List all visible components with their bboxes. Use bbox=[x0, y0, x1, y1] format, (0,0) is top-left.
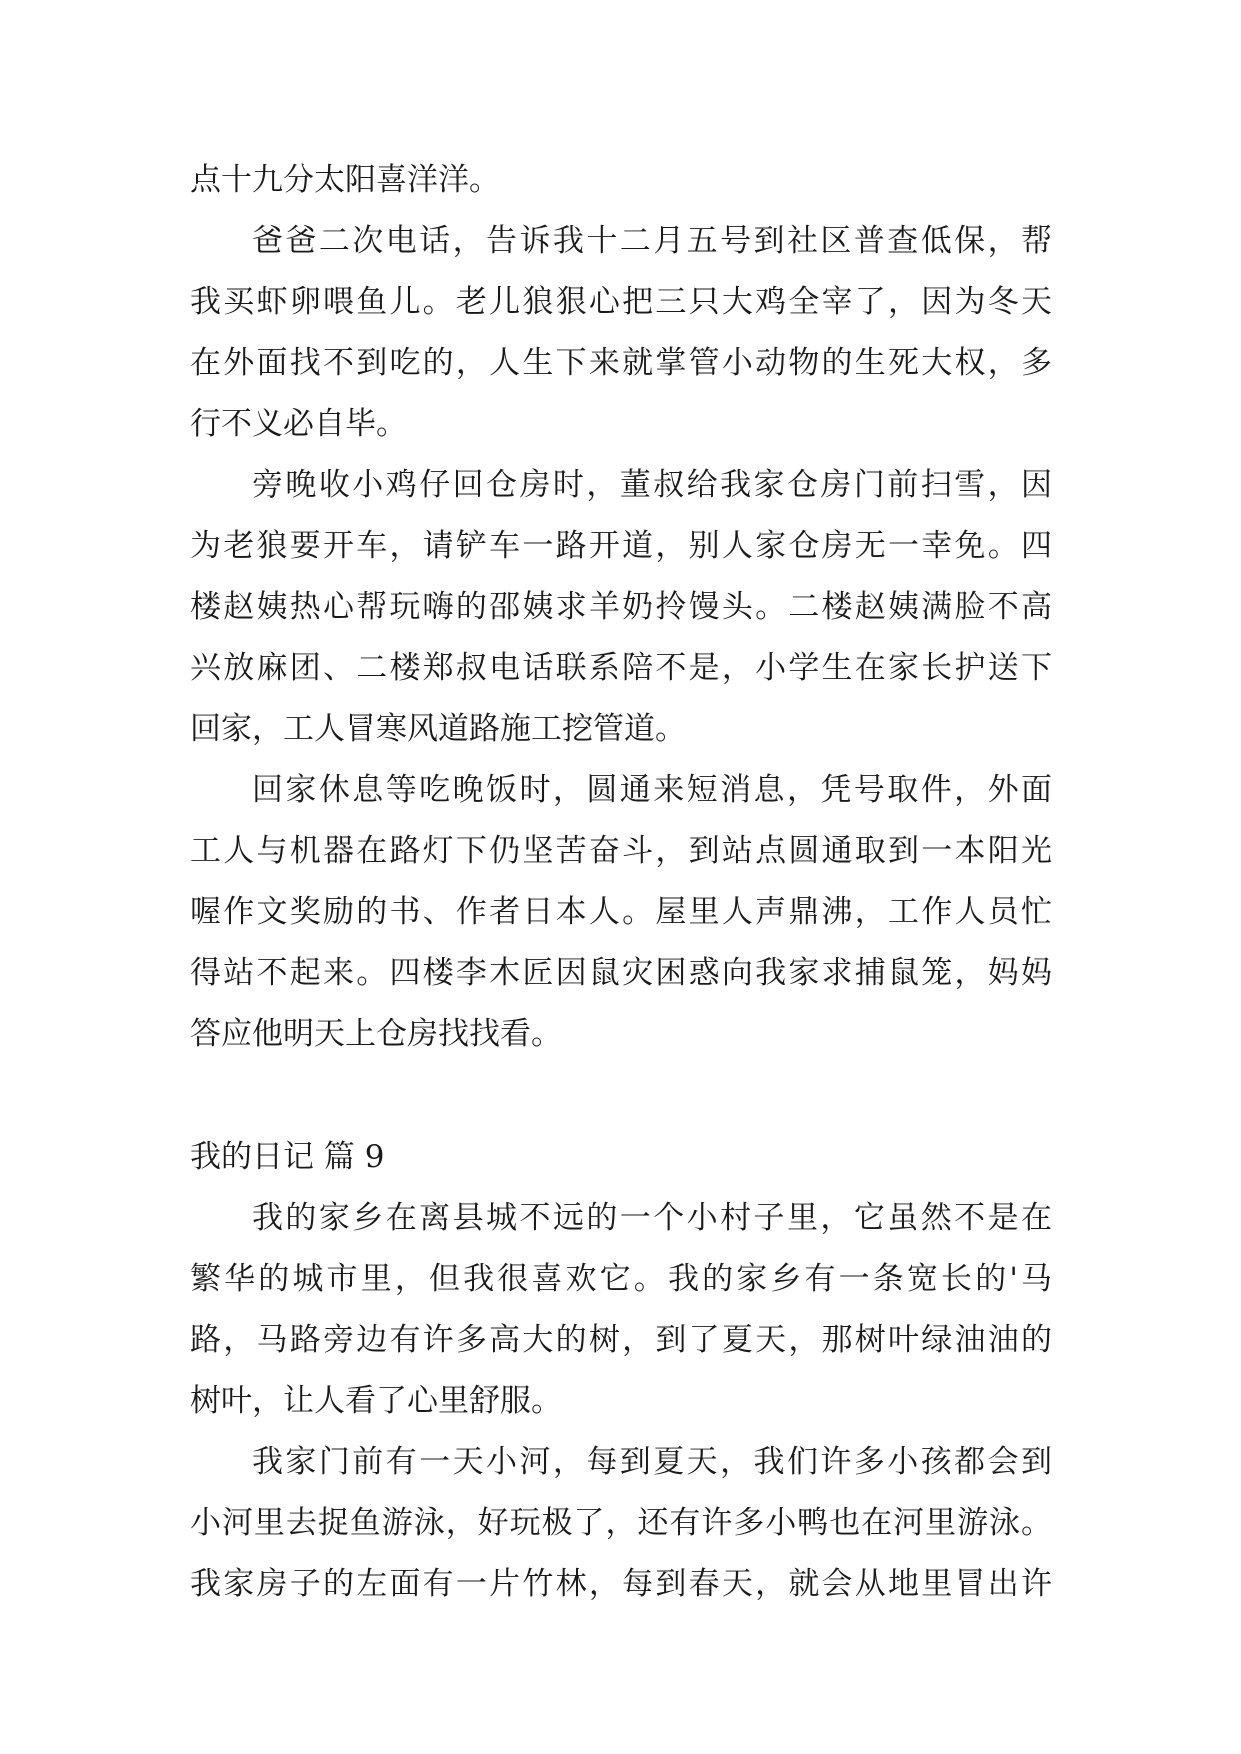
text-line: 爸爸二次电话，告诉我十二月五号到社区普查低保，帮 bbox=[252, 223, 1052, 259]
text-line: 行不义必自毕。 bbox=[190, 406, 407, 442]
section-heading: 我的日记 篇 9 bbox=[190, 1139, 385, 1175]
text-line: 为老狼要开车，请铲车一路开道，别人家仓房无一幸免。四 bbox=[190, 528, 1052, 564]
text-line: 我家房子的左面有一片竹林，每到春天，就会从地里冒出许 bbox=[190, 1566, 1052, 1602]
text-line: 回家休息等吃晚饭时，圆通来短消息，凭号取件，外面 bbox=[252, 772, 1052, 808]
text-line: 工人与机器在路灯下仍坚苦奋斗，到站点圆通取到一本阳光 bbox=[190, 833, 1052, 869]
text-line: 喔作文奖励的书、作者日本人。屋里人声鼎沸，工作人员忙 bbox=[190, 894, 1052, 930]
text-line: 兴放麻团、二楼郑叔电话联系陪不是，小学生在家长护送下 bbox=[190, 650, 1052, 686]
text-line: 我的家乡在离县城不远的一个小村子里，它虽然不是在 bbox=[252, 1200, 1052, 1236]
intro-line: 点十九分太阳喜洋洋。 bbox=[190, 162, 500, 198]
paragraph-evening-chicks bbox=[190, 455, 1052, 760]
text-line: 楼赵姨热心帮玩嗨的邵姨求羊奶拎馒头。二楼赵姨满脸不高 bbox=[190, 589, 1052, 625]
text-line: 在外面找不到吃的，人生下来就掌管小动物的生死大权，多 bbox=[190, 345, 1052, 381]
document-page bbox=[190, 150, 1052, 1615]
paragraph-river bbox=[190, 1432, 1052, 1615]
text-line: 得站不起来。四楼李木匠因鼠灾困惑向我家求捕鼠笼，妈妈 bbox=[190, 955, 1052, 991]
text-line: 答应他明天上仓房找找看。 bbox=[190, 1016, 562, 1052]
section-gap bbox=[190, 1065, 1052, 1127]
paragraph-hometown bbox=[190, 1188, 1052, 1432]
paragraph-return-home bbox=[190, 760, 1052, 1065]
text-line: 繁华的城市里，但我很喜欢它。我的家乡有一条宽长的'马 bbox=[190, 1261, 1052, 1297]
text-line: 路，马路旁边有许多高大的树，到了夏天，那树叶绿油油的 bbox=[190, 1322, 1052, 1358]
text-line: 旁晚收小鸡仔回仓房时，董叔给我家仓房门前扫雪，因 bbox=[252, 467, 1052, 503]
paragraph-phone-call bbox=[190, 211, 1052, 455]
text-line: 小河里去捉鱼游泳，好玩极了，还有许多小鸭也在河里游泳。 bbox=[190, 1505, 1052, 1541]
text-line: 我家门前有一天小河，每到夏天，我们许多小孩都会到 bbox=[252, 1444, 1052, 1480]
text-line: 回家，工人冒寒风道路施工挖管道。 bbox=[190, 711, 686, 747]
text-line: 树叶，让人看了心里舒服。 bbox=[190, 1383, 562, 1419]
text-line: 我买虾卵喂鱼儿。老儿狼狠心把三只大鸡全宰了，因为冬天 bbox=[190, 284, 1052, 320]
